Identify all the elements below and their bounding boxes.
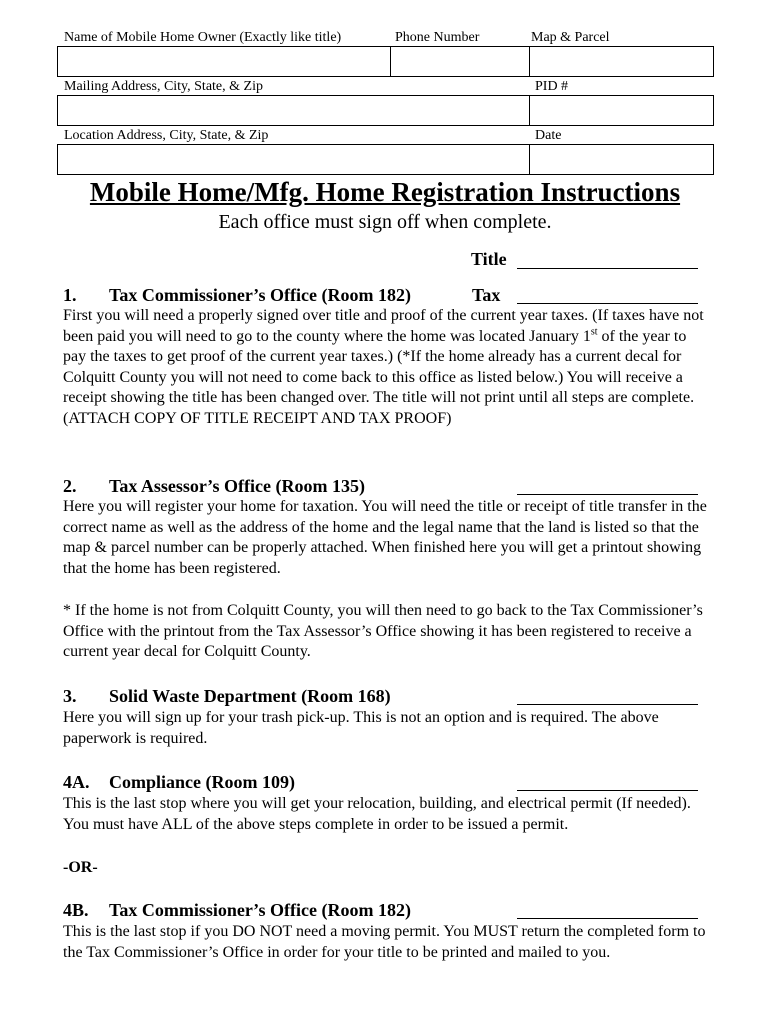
- mailing-address-field[interactable]: [57, 95, 530, 126]
- section-1-body-part-a: First you will need a properly signed over title and proof of the current year taxes. (If taxes have not been paid you will need to go to the county where the home was located January 1: [63, 307, 704, 345]
- section-4a-number: 4A.: [63, 772, 90, 792]
- section-1-number: 1.: [63, 285, 77, 305]
- section-4b-title: Tax Commissioner’s Office (Room 182): [109, 900, 411, 920]
- section-2-signoff-line[interactable]: [517, 494, 698, 495]
- date-field[interactable]: [529, 144, 714, 175]
- phone-number-field[interactable]: [390, 46, 530, 77]
- date-label: Date: [535, 128, 562, 143]
- section-4a-body: This is the last stop where you will get your relocation, building, and electrical permit (If needed). You must have ALL of the above steps complete in order to be issued a permit.: [63, 795, 691, 833]
- section-4a-heading: [63, 771, 295, 793]
- section-4b-body: This is the last stop if you DO NOT need a moving permit. You MUST return the completed form to the Tax Commissioner’s Office in order for your title to be printed and mailed to you.: [63, 923, 706, 961]
- section-3-body: Here you will sign up for your trash pick-up. This is not an option and is required. The above paperwork is required.: [63, 709, 659, 747]
- section-4b-signoff-line[interactable]: [517, 918, 698, 919]
- map-parcel-field[interactable]: [529, 46, 714, 77]
- section-2-note: * If the home is not from Colquitt County, you will then need to go back to the Tax Commissioner’s Office with the printout from the Tax Assessor’s Office showing it has been registered to receive a current year decal for Colquitt County.: [63, 602, 703, 661]
- section-4b-number: 4B.: [63, 900, 89, 920]
- phone-number-label: Phone Number: [395, 30, 480, 45]
- page-title: Mobile Home/Mfg. Home Registration Instructions: [89, 177, 681, 207]
- section-3-signoff-line[interactable]: [517, 704, 698, 705]
- section-4a-title: Compliance (Room 109): [109, 772, 295, 792]
- section-3-heading: [63, 685, 391, 707]
- owner-name-label: Name of Mobile Home Owner (Exactly like title): [64, 30, 342, 45]
- location-address-label: Location Address, City, State, & Zip: [64, 128, 269, 143]
- pid-label: PID #: [535, 79, 569, 94]
- title-signoff-line[interactable]: [517, 268, 698, 269]
- section-1-title: Tax Commissioner’s Office (Room 182): [109, 285, 411, 305]
- section-2-title: Tax Assessor’s Office (Room 135): [109, 476, 365, 496]
- title-signoff-label: Title: [471, 249, 507, 269]
- section-3-number: 3.: [63, 686, 77, 706]
- tax-signoff-label: Tax: [472, 285, 501, 305]
- section-3-title: Solid Waste Department (Room 168): [109, 686, 391, 706]
- section-1-body: [63, 306, 713, 430]
- tax-signoff-line[interactable]: [517, 303, 698, 304]
- map-parcel-label: Map & Parcel: [531, 30, 610, 45]
- section-2-heading: [63, 475, 365, 497]
- section-1-body-superscript: st: [590, 326, 598, 338]
- owner-name-field[interactable]: [57, 46, 391, 77]
- page-subtitle: Each office must sign off when complete.: [218, 211, 552, 233]
- section-4a-signoff-line[interactable]: [517, 790, 698, 791]
- section-1-heading: [63, 284, 411, 306]
- section-2-body: Here you will register your home for taxation. You will need the title or receipt of title transfer in the correct name as well as the address of the home and the legal name that the land is listed so that the map & parcel number can be properly attached. When finished here you will get a printout showing that the home has been registered.: [63, 498, 707, 577]
- section-4b-heading: [63, 899, 411, 921]
- pid-field[interactable]: [529, 95, 714, 126]
- mailing-address-label: Mailing Address, City, State, & Zip: [64, 79, 263, 94]
- section-1-body-part-b: of the year to pay the taxes to get proof of the current year taxes.) (*If the home already has a current decal for Colquitt County you will not need to come back to this office as listed below.) You will receive a receipt showing the title has been changed over. The title will not print until all steps are complete. (ATTACH COPY OF TITLE RECEIPT AND TAX PROOF): [63, 327, 695, 427]
- or-separator: -OR-: [63, 859, 98, 876]
- location-address-field[interactable]: [57, 144, 530, 175]
- section-2-number: 2.: [63, 476, 77, 496]
